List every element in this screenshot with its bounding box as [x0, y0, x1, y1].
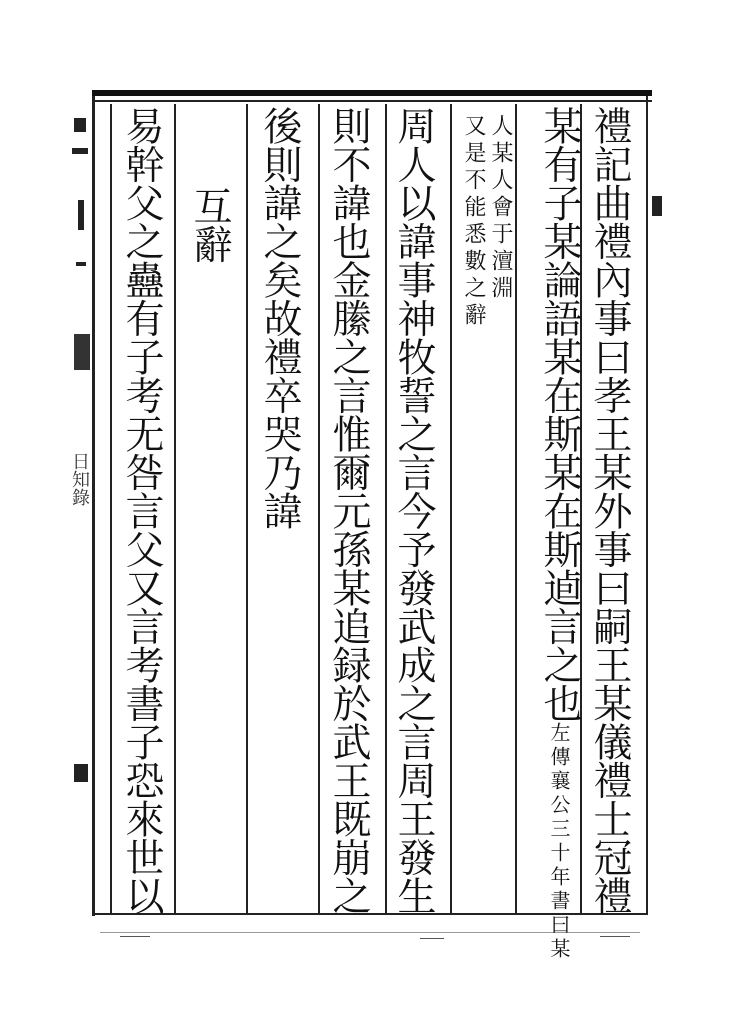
- main-text: 禮記曲禮內事曰孝王某外事曰嗣王某儀禮士冠禮: [587, 106, 632, 915]
- fold-edge-mark: [76, 262, 86, 266]
- edge-book-title: 日知錄: [69, 452, 90, 506]
- scan-speck: [420, 938, 444, 939]
- text-column-8: [119, 106, 164, 915]
- text-column-4: [391, 106, 436, 915]
- text-column-1: [587, 106, 632, 915]
- column-rule: [515, 104, 517, 914]
- frame-left: [92, 96, 95, 916]
- fold-edge-mark: [78, 200, 84, 230]
- main-text: 易幹父之蠱有子考无咎言父又言考書子恐來世以: [119, 106, 164, 915]
- text-column-6: [257, 106, 302, 530]
- text-column-5: [326, 106, 371, 915]
- main-text: 某有子某論語某在斯某在斯逌言之也: [537, 106, 582, 722]
- section-title-text: 互辭: [187, 186, 232, 263]
- section-title: [187, 186, 232, 263]
- fold-edge-mark: [74, 764, 88, 782]
- annotation-line-1: 人某人會于澶淵: [488, 114, 513, 303]
- top-border-thick: [92, 90, 652, 96]
- main-text: 周人以諱事神牧誓之言今予發武成之言周王發生: [391, 106, 436, 915]
- annotation-line-2: 又是不能悉數之辭: [461, 114, 486, 330]
- fold-edge-mark: [74, 334, 90, 370]
- text-column-2: [525, 106, 582, 962]
- top-border-thin: [92, 100, 652, 102]
- scan-speck: [120, 936, 150, 937]
- annotation: 左傳襄公三十年書曰某: [547, 722, 571, 962]
- column-rule: [318, 104, 320, 914]
- text-column-3: [458, 114, 514, 330]
- frame-right: [646, 96, 648, 914]
- scan-speck: [600, 936, 630, 937]
- fold-edge-mark: [72, 148, 88, 154]
- column-rule: [174, 104, 176, 914]
- scan-speck: [652, 196, 662, 216]
- column-rule: [450, 104, 452, 914]
- column-rule: [385, 104, 387, 914]
- main-text: 後則諱之矣故禮卒哭乃諱: [257, 106, 302, 530]
- column-rule: [110, 104, 112, 914]
- fold-edge-mark: [74, 118, 86, 132]
- main-text: 則不諱也金縢之言惟爾元孫某追録於武王既崩之: [326, 106, 371, 915]
- column-rule: [246, 104, 248, 914]
